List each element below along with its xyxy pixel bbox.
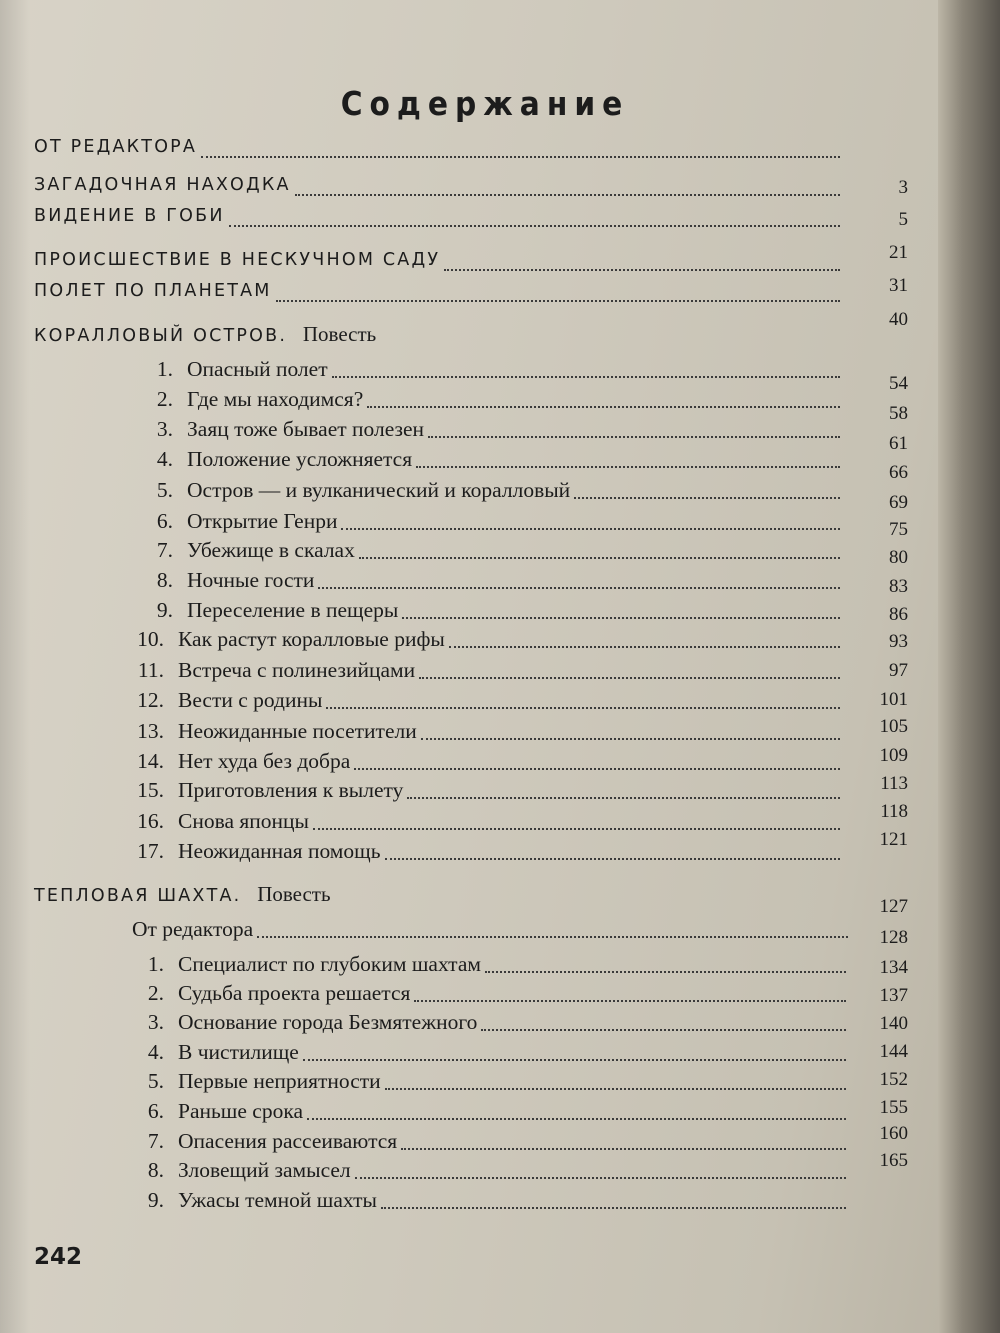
page-number: 61 <box>889 433 908 454</box>
page-number: 31 <box>889 275 908 296</box>
dot-leader <box>332 376 840 378</box>
dot-leader <box>401 1148 846 1150</box>
toc-entry-title: Ночные гости <box>187 568 315 592</box>
toc-entry-genre: Повесть <box>241 882 331 906</box>
chapter-number: 14. <box>137 749 164 773</box>
dot-leader <box>444 269 840 271</box>
chapter-number: 4. <box>147 1040 164 1064</box>
page-number: 54 <box>889 373 908 394</box>
dot-leader <box>414 1000 846 1002</box>
toc-entry <box>130 841 381 863</box>
dot-leader <box>481 1029 846 1031</box>
dot-leader <box>326 707 840 709</box>
chapter-number: 2. <box>156 387 173 411</box>
page-number: 134 <box>879 957 908 978</box>
page-number: 21 <box>889 242 908 263</box>
toc-entry-title: Раньше срока <box>178 1099 303 1123</box>
chapter-number: 17. <box>137 839 164 863</box>
toc-entry <box>130 1101 303 1123</box>
toc-entry-title: Открытие Генри <box>187 509 338 533</box>
footer-page-number: 242 <box>34 1244 83 1270</box>
dot-leader <box>229 225 840 227</box>
toc-entry-title: Судьба проекта решается <box>178 981 411 1005</box>
dot-leader <box>485 971 846 973</box>
toc-entry <box>34 177 291 195</box>
chapter-number: 8. <box>147 1158 164 1182</box>
page-number: 86 <box>889 604 908 625</box>
chapter-number: 15. <box>137 778 164 802</box>
page-number: 40 <box>889 309 908 330</box>
toc-entry-title: Положение усложняется <box>187 447 413 471</box>
toc-entry-title: ТЕПЛОВАЯ ШАХТА. <box>34 886 242 906</box>
page-number: 83 <box>889 576 908 597</box>
chapter-number: 4. <box>156 447 173 471</box>
toc-entry <box>130 721 417 743</box>
chapter-number: 13. <box>137 719 164 743</box>
toc-entry <box>139 511 337 533</box>
toc-entry <box>130 1012 477 1034</box>
page-number: 5 <box>898 209 908 230</box>
chapter-number: 12. <box>137 688 164 712</box>
page-number: 97 <box>889 660 908 681</box>
toc-entry <box>130 1071 381 1093</box>
chapter-number: 1. <box>147 952 164 976</box>
dot-leader <box>419 677 840 679</box>
toc-entry-title: Снова японцы <box>178 809 309 833</box>
toc-entry-title: Неожиданные посетители <box>178 719 417 743</box>
toc-entry <box>139 389 363 411</box>
toc-entry <box>34 208 225 226</box>
dot-leader <box>355 1177 846 1179</box>
page-number: 66 <box>889 462 908 483</box>
dot-leader <box>421 738 840 740</box>
toc-entry <box>139 600 398 622</box>
toc-entry-title: ОТ РЕДАКТОРА <box>34 137 198 157</box>
chapter-number: 9. <box>156 598 173 622</box>
dot-leader <box>407 797 840 799</box>
page-number: 101 <box>879 689 908 710</box>
page-number: 155 <box>879 1097 908 1118</box>
chapter-number: 7. <box>147 1129 164 1153</box>
page-number: 105 <box>879 716 908 737</box>
chapter-number: 8. <box>156 568 173 592</box>
chapter-number: 3. <box>147 1010 164 1034</box>
toc-entry-title: Опасения рассеиваются <box>178 1129 398 1153</box>
dot-leader <box>307 1118 846 1120</box>
page-number: 113 <box>880 773 908 794</box>
toc-entry <box>130 954 481 976</box>
chapter-number: 11. <box>137 658 164 682</box>
chapter-number: 5. <box>156 478 173 502</box>
toc-entry <box>130 1160 351 1182</box>
toc-entry <box>130 983 410 1005</box>
page-number: 140 <box>879 1013 908 1034</box>
chapter-number: 6. <box>156 509 173 533</box>
chapter-number: 16. <box>137 809 164 833</box>
toc-entry <box>139 359 328 381</box>
toc-entry <box>139 540 355 562</box>
page-number: 3 <box>898 177 908 198</box>
chapter-number: 2. <box>147 981 164 1005</box>
toc-entry-title: Основание города Безмятежного <box>178 1010 478 1034</box>
toc-entry-title: В чистилище <box>178 1040 299 1064</box>
dot-leader <box>574 497 840 499</box>
page-number: 121 <box>879 829 908 850</box>
page-number: 80 <box>889 547 908 568</box>
dot-leader <box>257 936 848 938</box>
dot-leader <box>295 194 840 196</box>
dot-leader <box>341 528 840 530</box>
chapter-number: 9. <box>147 1188 164 1212</box>
toc-entry-title: Ужасы темной шахты <box>178 1188 377 1212</box>
toc-entry-title: Неожиданная помощь <box>178 839 381 863</box>
toc-entry-title: КОРАЛЛОВЫЙ ОСТРОВ. <box>34 326 288 346</box>
page-number: 75 <box>889 519 908 540</box>
page-number: 69 <box>889 492 908 513</box>
dot-leader <box>201 156 840 158</box>
page-number: 58 <box>889 403 908 424</box>
toc-entry <box>130 660 415 682</box>
toc-entry <box>130 1131 397 1153</box>
toc-entry <box>130 780 403 802</box>
page-number: 93 <box>889 631 908 652</box>
toc-entry-title: Вести с родины <box>178 688 323 712</box>
page-number: 118 <box>880 801 908 822</box>
toc-entry <box>34 283 272 301</box>
dot-leader <box>359 557 840 559</box>
toc-entry <box>34 324 376 346</box>
toc-entry-title: Встреча с полинезийцами <box>178 658 416 682</box>
chapter-number: 3. <box>156 417 173 441</box>
page-edge <box>938 0 1000 1333</box>
dot-leader <box>385 1088 846 1090</box>
toc-entry <box>34 252 440 270</box>
toc-entry-title: Переселение в пещеры <box>187 598 399 622</box>
toc-entry <box>130 690 322 712</box>
toc-entry-title: Зловещий замысел <box>178 1158 351 1182</box>
toc-entry <box>130 1190 377 1212</box>
chapter-number: 6. <box>147 1099 164 1123</box>
toc-entry-title: Специалист по глубоким шахтам <box>178 952 481 976</box>
dot-leader <box>449 646 840 648</box>
page-number: 160 <box>879 1123 908 1144</box>
dot-leader <box>354 768 840 770</box>
toc-entry-title: ЗАГАДОЧНАЯ НАХОДКА <box>34 175 291 195</box>
dot-leader <box>303 1059 846 1061</box>
toc-entry-title: ВИДЕНИЕ В ГОБИ <box>34 206 225 226</box>
page-number: 128 <box>879 927 908 948</box>
toc-entry-title: Приготовления к вылету <box>178 778 404 802</box>
page-number: 152 <box>879 1069 908 1090</box>
chapter-number: 7. <box>156 538 173 562</box>
toc-entry <box>132 919 253 941</box>
toc-entry <box>139 449 412 471</box>
toc-entry-title: От редактора <box>132 917 254 941</box>
dot-leader <box>385 858 840 860</box>
page-number: 165 <box>879 1150 908 1171</box>
dot-leader <box>428 436 840 438</box>
page-number: 144 <box>879 1041 908 1062</box>
toc-entry-title: Где мы находимся? <box>187 387 364 411</box>
dot-leader <box>402 617 840 619</box>
page-number: 137 <box>879 985 908 1006</box>
toc-entry-title: Убежище в скалах <box>187 538 355 562</box>
toc-entry <box>139 570 314 592</box>
toc-entry-title: Опасный полет <box>187 357 328 381</box>
chapter-number: 1. <box>156 357 173 381</box>
toc-entry-title: Как растут коралловые рифы <box>178 627 445 651</box>
toc-entry-title: Нет худа без добра <box>178 749 351 773</box>
toc-entry <box>34 139 197 157</box>
dot-leader <box>416 466 840 468</box>
page-title: Содержание <box>340 84 630 123</box>
toc-entry <box>139 480 570 502</box>
toc-entry-title: Первые неприятности <box>178 1069 381 1093</box>
dot-leader <box>381 1207 846 1209</box>
dot-leader <box>276 300 840 302</box>
toc-entry <box>34 884 331 906</box>
toc-entry-genre: Повесть <box>287 322 377 346</box>
page-number: 127 <box>879 896 908 917</box>
chapter-number: 5. <box>147 1069 164 1093</box>
toc-entry-title: ПРОИСШЕСТВИЕ В НЕСКУЧНОМ САДУ <box>34 250 441 270</box>
toc-entry <box>130 811 309 833</box>
toc-entry <box>130 751 350 773</box>
chapter-number: 10. <box>137 627 164 651</box>
toc-entry-title: ПОЛЕТ ПО ПЛАНЕТАМ <box>34 281 272 301</box>
dot-leader <box>318 587 840 589</box>
toc-entry-title: Остров — и вулканический и коралловый <box>187 478 571 502</box>
page-number: 109 <box>879 745 908 766</box>
toc-entry <box>130 1042 299 1064</box>
toc-entry <box>139 419 424 441</box>
dot-leader <box>367 406 840 408</box>
toc-entry <box>130 629 445 651</box>
spine-shadow <box>0 0 30 1333</box>
toc-entry-title: Заяц тоже бывает полезен <box>187 417 425 441</box>
dot-leader <box>313 828 840 830</box>
